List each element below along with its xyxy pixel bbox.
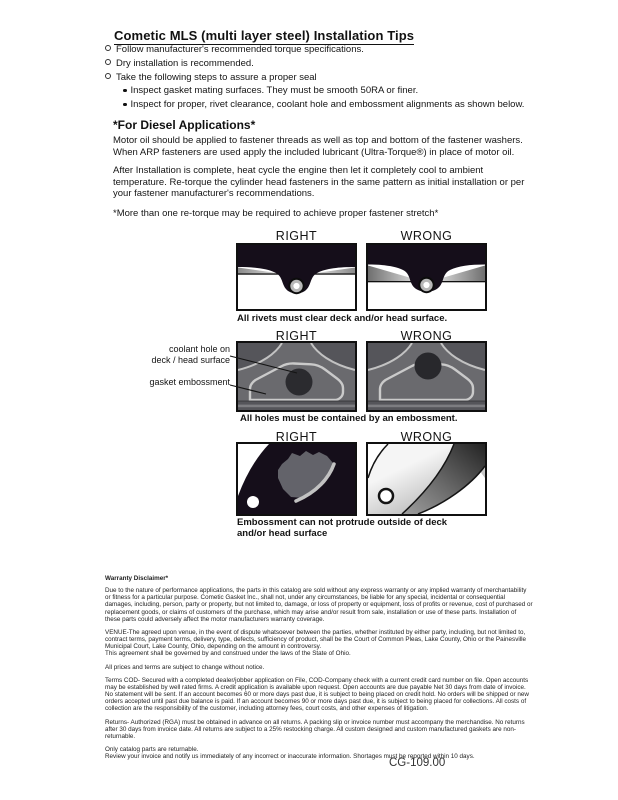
- legal-paragraph-terms: Terms COD- Secured with a completed dealer/jobber application on File, COD-Company check with a current credit card number on file. Open accounts may be established by well rated firms. A credit application is available upon request. Open accounts are due payable Net 30 days from date of invoice. No statement will be sent. If an account becomes 60 or more days past due, it is subject to being placed on credit hold. No orders will be shipped or new orders accepted until past due balance is paid. If an account becomes 90 or more days past due, it is subject to being placed for collections. All costs of collection are the responsibility of the customer, including attorney fees, court costs, and other expenses of litigation.: [105, 676, 529, 713]
- open-bullet-icon: [105, 59, 111, 65]
- diagram-rivet-wrong: [366, 243, 487, 311]
- legal-paragraph-review: Review your invoice and notify us immediately of any incorrect or inaccurate information. Shortages must be reported within 10 days.: [105, 753, 475, 761]
- filled-bullet-icon: [123, 103, 127, 107]
- diagram-rivet-right: [236, 243, 357, 311]
- diesel-paragraph-1: Motor oil should be applied to fastener threads as well as top and bottom of the fastener washers. When ARP fasteners are used apply the included lubricant (Ultra-Torque®) in place of motor oil.: [113, 135, 523, 158]
- diagram-hole-wrong: [366, 341, 487, 412]
- open-bullet-icon: [105, 45, 111, 51]
- legal-paragraph-prices: All prices and terms are subject to change without notice.: [105, 663, 265, 671]
- tips-bullet: [105, 71, 524, 85]
- legal-paragraph-governing: This agreement shall be governed by and construed under the laws of the State of Ohio.: [105, 650, 351, 658]
- annotation-coolant-hole-line2: deck / head surface: [151, 355, 230, 365]
- embossment-wrong-illustration: [366, 442, 487, 516]
- figure-caption-embossment: [237, 517, 447, 539]
- legal-paragraph-venue: VENUE-The agreed upon venue, in the event of dispute whatsoever between the parties, whether instituted by either party, including, but not limited to, contract terms, payment terms, delivery, type, defects, sufficiency of product, shall be the Court of Common Pleas, Lake County, Ohio or the Painesville Municipal Court, Lake County, Ohio, depending on the amount in controversy.: [105, 628, 527, 651]
- legal-section: [105, 575, 533, 760]
- tips-sub-bullet-text: Inspect for proper, rivet clearance, coolant hole and embossment alignments as shown below.: [130, 99, 525, 111]
- wrong-label: WRONG: [400, 430, 453, 444]
- diesel-paragraph-2: After Installation is complete, heat cycle the engine then let it completely cool to ambient temperature. Re-torque the cylinder head fasteners in the same pattern as initial installation or per your fastener manufacturer's recommendations.: [113, 165, 525, 200]
- diagram-hole-right: [236, 341, 357, 412]
- tips-bullet-text: Dry installation is recommended.: [116, 57, 254, 69]
- rivet-right-illustration: [236, 243, 357, 311]
- wrong-label: WRONG: [400, 229, 453, 243]
- hole-wrong-illustration: [366, 341, 487, 412]
- figure-caption-embossment-line1: Embossment can not protrude outside of deck: [237, 517, 448, 528]
- annotation-gasket-embossment: gasket embossment: [149, 377, 230, 387]
- legal-paragraph-returns: Returns- Authorized (RGA) must be obtained in advance on all returns. A packing slip or invoice number must accompany the merchandise. No returns after 30 days from invoice date. All returns are subject to a 25% restocking charge. All custom designed and custom manufactured gaskets are non-returnable.: [105, 718, 525, 740]
- diagram-embossment-wrong: [366, 442, 487, 516]
- warranty-disclaimer-heading: Warranty Disclaimer*: [105, 575, 169, 582]
- right-label: RIGHT: [275, 329, 318, 343]
- right-label: RIGHT: [275, 229, 318, 243]
- page-title: Cometic MLS (multi layer steel) Installation Tips: [114, 28, 415, 43]
- doc-code: CG-109.00: [389, 757, 446, 769]
- diesel-heading: *For Diesel Applications*: [113, 118, 256, 132]
- legal-paragraph-warranty: Due to the nature of performance applications, the parts in this catalog are sold without any express warranty or any implied warranty of merchantability or fitness for a particular purpose. Cometic Gasket Inc., shall not, under any circumstances, be liable for any special, incidental or consequential damages, including, person, party or property, but not limited to, damage, or loss of property or equipment, loss of profits or revenue, cost of purchased or replacement goods, or claims of customers of the purchase, which may arise and/or result from sale, installation or use of these parts. Installation of these parts could adversely affect the motor manufacturers warranty coverage.: [105, 587, 533, 623]
- tips-sub-bullet: [123, 98, 524, 112]
- retorque-note: *More than one re-torque may be required to achieve proper fastener stretch*: [113, 208, 439, 219]
- diagram-embossment-right: [236, 442, 357, 516]
- rivet-wrong-illustration: [366, 243, 487, 311]
- wrong-label: WRONG: [400, 329, 453, 343]
- annotation-coolant-hole-line1: coolant hole on: [168, 344, 230, 354]
- tips-bullet: [105, 57, 524, 71]
- tips-bullet: [105, 43, 524, 57]
- legal-paragraph-catalog: Only catalog parts are returnable.: [105, 745, 199, 753]
- tips-bullet-list: [105, 43, 524, 112]
- figure-caption-rivets: All rivets must clear deck and/or head surface.: [237, 313, 448, 324]
- tips-bullet-text: Follow manufacturer's recommended torque specifications.: [116, 44, 364, 55]
- embossment-right-illustration: [236, 442, 357, 516]
- hole-right-illustration: [236, 341, 357, 412]
- figure-caption-holes: All holes must be contained by an embossment.: [240, 413, 458, 424]
- open-bullet-icon: [105, 73, 111, 79]
- tips-sub-bullet-text: Inspect gasket mating surfaces. They must be smooth 50RA or finer.: [130, 85, 419, 97]
- tips-bullet-text: Take the following steps to assure a proper seal: [116, 71, 317, 83]
- figure-caption-embossment-line2: and/or head surface: [237, 528, 328, 539]
- right-label: RIGHT: [275, 430, 318, 444]
- tips-sub-bullet: [123, 84, 524, 98]
- filled-bullet-icon: [123, 89, 127, 93]
